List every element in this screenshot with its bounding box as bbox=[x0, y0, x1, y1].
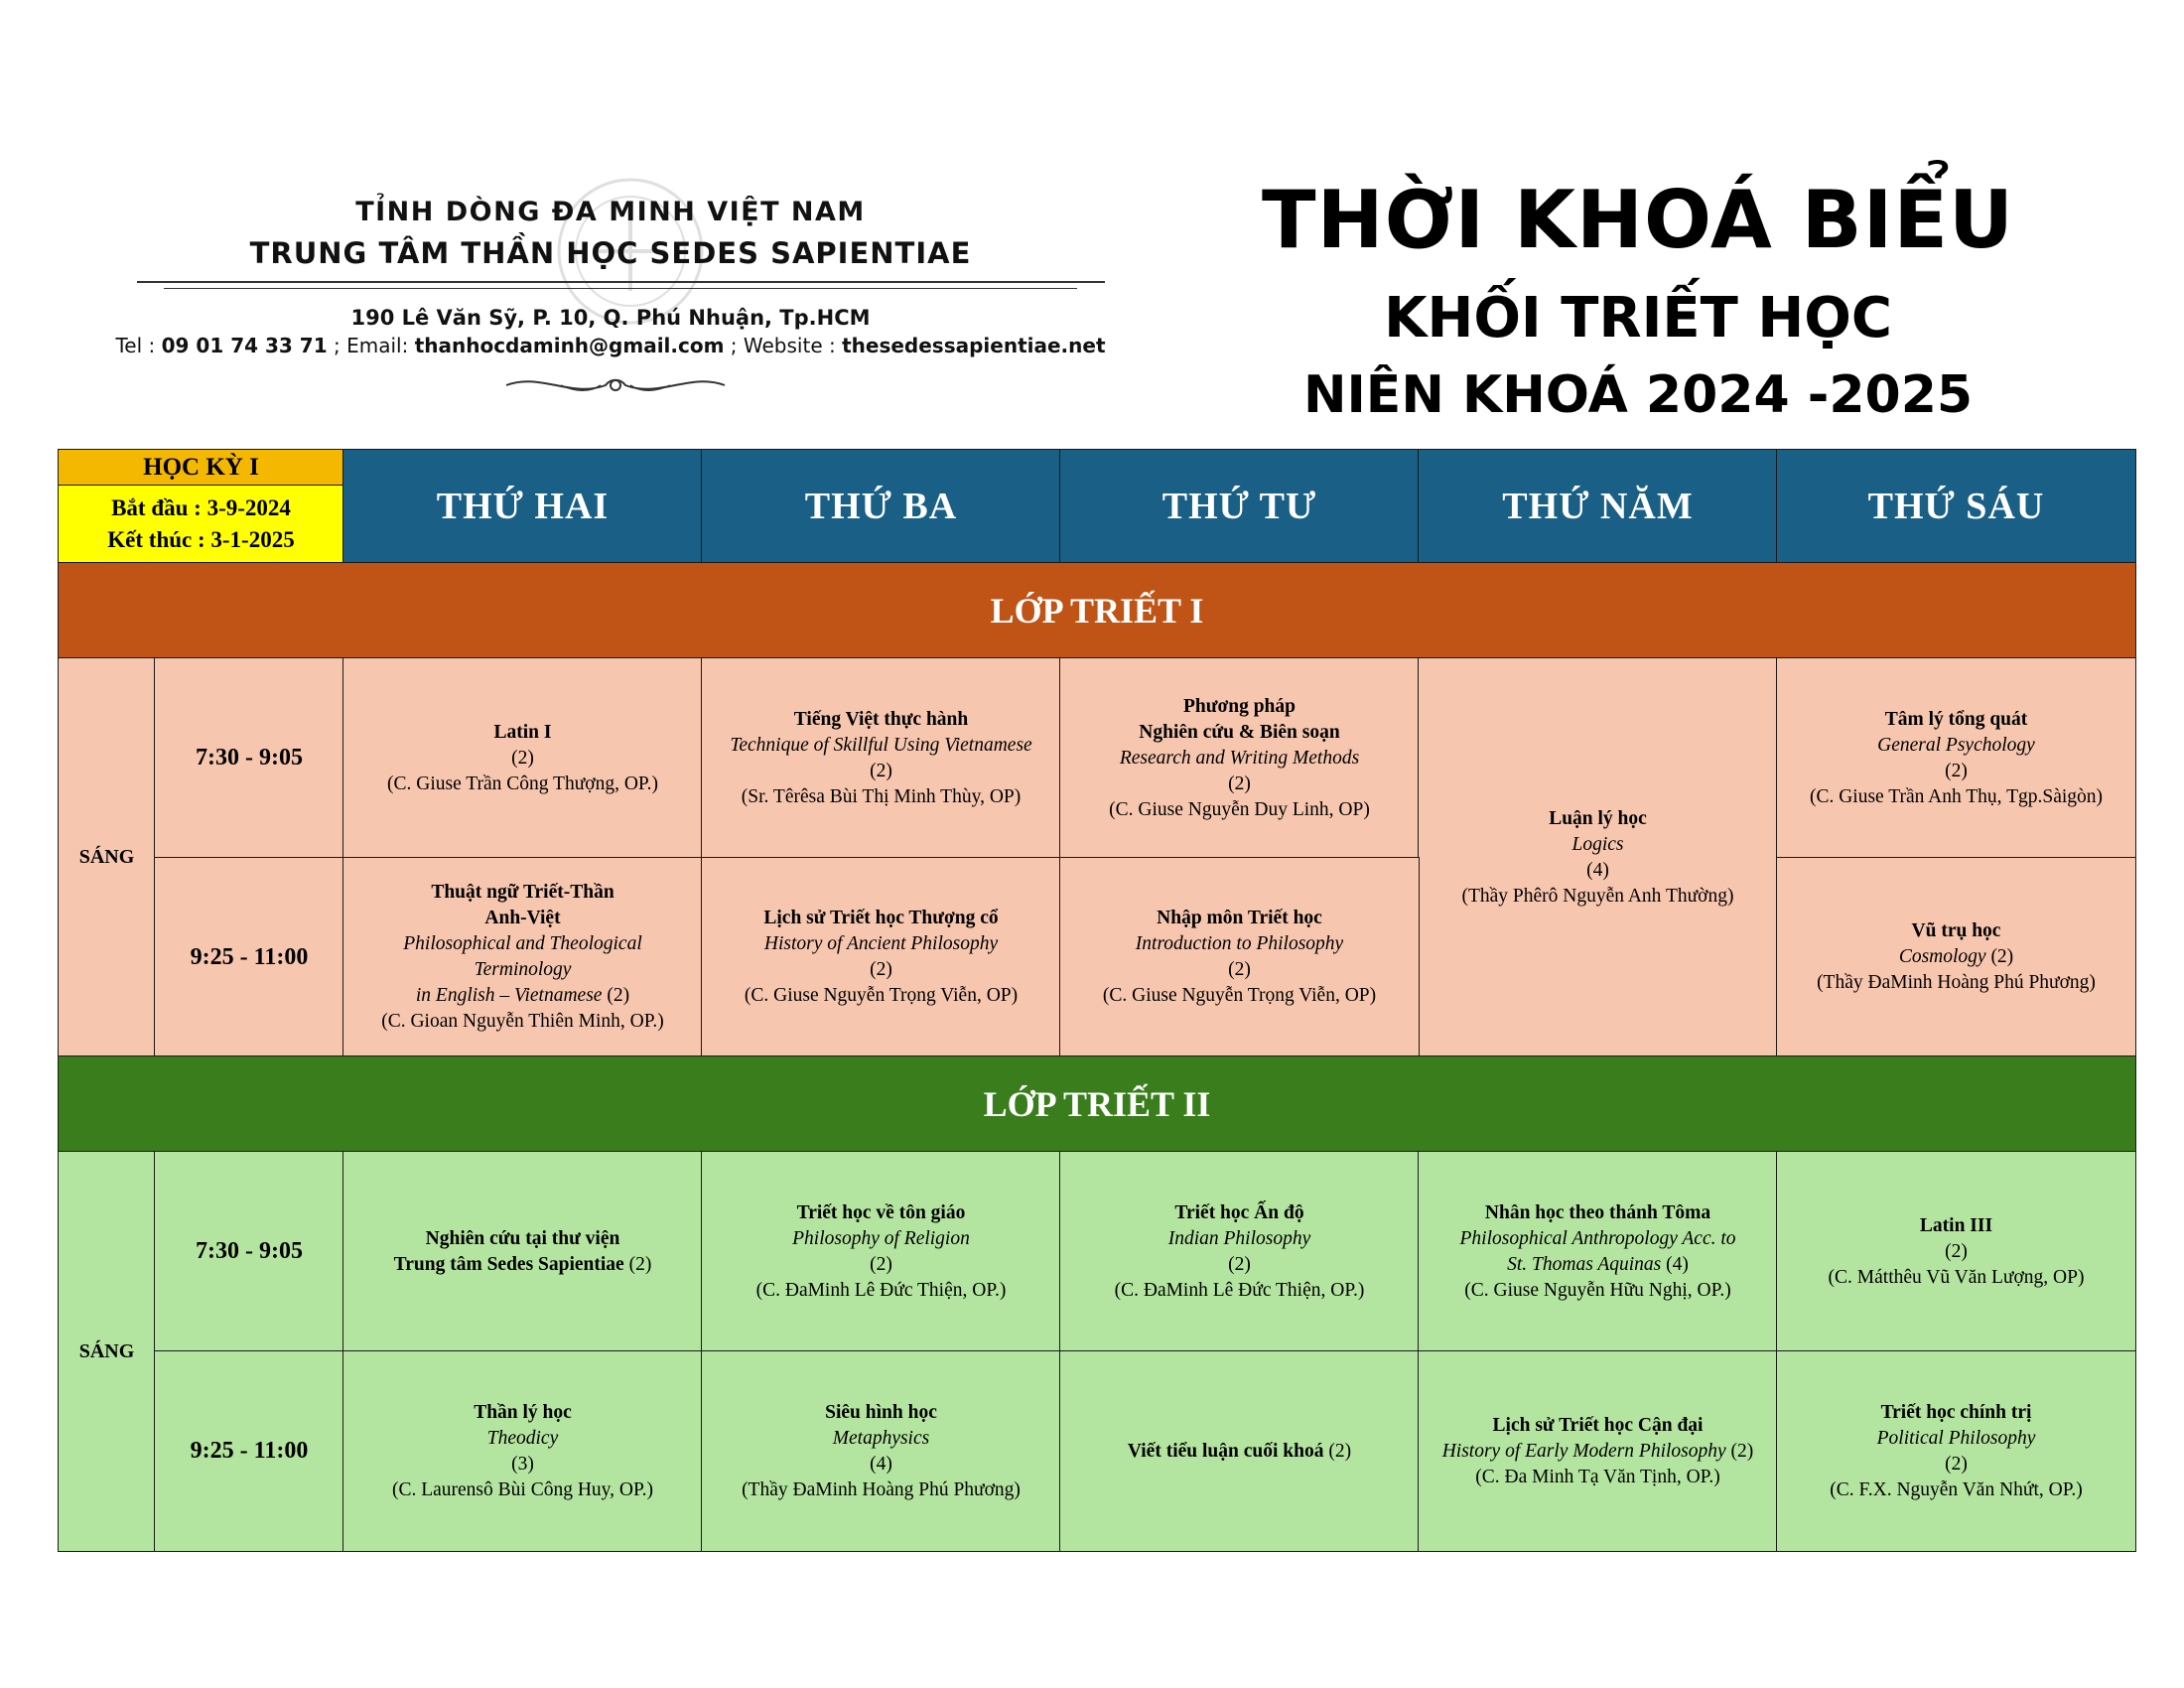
day-header-friday bbox=[1776, 449, 2136, 564]
course-cell bbox=[342, 657, 703, 859]
course-cell bbox=[1418, 657, 1778, 1057]
time-text: 9:25 - 11:00 bbox=[190, 1438, 309, 1464]
course-cell bbox=[1059, 1350, 1420, 1552]
course-name: Triết học về tôn giáo bbox=[796, 1201, 966, 1223]
course-name-en: Philosophical and Theological bbox=[403, 933, 642, 954]
course-name: Siêu hình học bbox=[825, 1401, 937, 1423]
course-name: Nghiên cứu tại thư viện bbox=[425, 1227, 620, 1249]
course-credits: (3) bbox=[511, 1453, 534, 1475]
course-credits: (2) bbox=[511, 747, 534, 769]
email-label: ; Email: bbox=[327, 334, 415, 357]
session-label bbox=[58, 657, 156, 1057]
day-header-tuesday bbox=[701, 449, 1061, 564]
course-cell bbox=[701, 1350, 1061, 1552]
website-label: ; Website : bbox=[724, 334, 843, 357]
class-banner-triet-2 bbox=[58, 1055, 2136, 1153]
course-teacher: (Thầy ĐaMinh Hoàng Phú Phương) bbox=[742, 1478, 1021, 1500]
course-name: Lịch sử Triết học Thượng cổ bbox=[763, 908, 999, 928]
address: 190 Lê Văn Sỹ, P. 10, Q. Phú Nhuận, Tp.HCM bbox=[350, 306, 871, 330]
website-url: thesedessapientiae.net bbox=[842, 334, 1106, 357]
tel-label: Tel : bbox=[115, 334, 162, 357]
course-name-en: Indian Philosophy bbox=[1167, 1227, 1311, 1249]
day-label: THỨ SÁU bbox=[1867, 486, 2045, 527]
course-teacher: (C. Giuse Trần Anh Thụ, Tgp.Sàigòn) bbox=[1809, 785, 2104, 807]
course-name-en: Philosophical Anthropology Acc. to bbox=[1459, 1227, 1736, 1249]
semester-dates bbox=[58, 485, 344, 564]
org-province: TỈNH DÒNG ĐA MINH VIỆT NAM bbox=[355, 197, 866, 227]
course-name: Nhập môn Triết học bbox=[1157, 908, 1322, 928]
course-credits: (2) bbox=[1323, 1440, 1352, 1462]
course-cell bbox=[1059, 857, 1420, 1057]
divider bbox=[164, 288, 1077, 289]
course-name: Tâm lý tổng quát bbox=[1884, 708, 2028, 730]
time-text: 7:30 - 9:05 bbox=[196, 745, 303, 771]
course-name: Viết tiểu luận cuối khoá bbox=[1127, 1440, 1324, 1462]
time-text: 9:25 - 11:00 bbox=[190, 943, 309, 970]
course-name-en: General Psychology bbox=[1877, 734, 2035, 756]
course-cell bbox=[342, 1350, 703, 1552]
course-name-line2: Trung tâm Sedes Sapientiae bbox=[393, 1253, 624, 1275]
course-name: Vũ trụ học bbox=[1911, 920, 2001, 941]
course-cell bbox=[701, 657, 1061, 859]
semester-end: Kết thúc : 3-1-2025 bbox=[107, 527, 295, 552]
course-credits: (2) bbox=[870, 1253, 892, 1275]
course-credits: (2) bbox=[1945, 760, 1968, 781]
course-credits: (2) bbox=[1228, 773, 1251, 794]
time-slot-2 bbox=[154, 1350, 344, 1552]
course-name: Nhân học theo thánh Tôma bbox=[1484, 1201, 1711, 1223]
course-name-en: Logics bbox=[1571, 833, 1624, 855]
time-text: 7:30 - 9:05 bbox=[196, 1238, 303, 1264]
day-label: THỨ BA bbox=[804, 486, 958, 527]
course-credits: (4) bbox=[870, 1453, 892, 1475]
course-name-en: Cosmology bbox=[1898, 946, 1986, 967]
course-name-en: History of Early Modern Philosophy bbox=[1441, 1440, 1726, 1462]
course-teacher: (C. F.X. Nguyễn Văn Nhứt, OP.) bbox=[1830, 1478, 2083, 1500]
course-name-en: Research and Writing Methods bbox=[1119, 747, 1360, 769]
day-label: THỨ TƯ bbox=[1161, 486, 1317, 527]
course-name-en-line2: St. Thomas Aquinas bbox=[1507, 1253, 1662, 1275]
course-name: Tiếng Việt thực hành bbox=[793, 708, 969, 730]
course-teacher: (C. Mátthêu Vũ Văn Lượng, OP) bbox=[1828, 1266, 2085, 1288]
course-cell bbox=[1418, 1350, 1778, 1552]
course-name: Phương pháp bbox=[1182, 695, 1296, 717]
course-name: Luận lý học bbox=[1549, 807, 1647, 829]
course-teacher: (C. Laurensô Bùi Công Huy, OP.) bbox=[391, 1478, 654, 1500]
course-teacher: (C. Giuse Nguyễn Trọng Viễn, OP) bbox=[1102, 985, 1377, 1006]
letterhead bbox=[109, 197, 1112, 405]
course-credits: (4) bbox=[1586, 859, 1609, 881]
course-name: Thần lý học bbox=[474, 1401, 572, 1423]
course-cell bbox=[1776, 857, 2136, 1057]
course-credits: (2) bbox=[1945, 1240, 1968, 1262]
course-name-line2: Anh-Việt bbox=[484, 908, 561, 928]
course-name: Triết học chính trị bbox=[1880, 1401, 2032, 1423]
course-cell bbox=[342, 1151, 703, 1352]
course-credits: (2) bbox=[870, 760, 892, 781]
course-name: Latin I bbox=[493, 721, 552, 743]
divider bbox=[137, 281, 1105, 283]
contact-line bbox=[109, 334, 1112, 357]
course-name-en: Political Philosophy bbox=[1876, 1427, 2036, 1449]
course-teacher: (Thầy ĐaMinh Hoàng Phú Phương) bbox=[1817, 972, 2096, 993]
course-credits: (2) bbox=[1985, 946, 2014, 967]
course-cell bbox=[701, 1151, 1061, 1352]
session-text: SÁNG bbox=[78, 846, 135, 868]
session-text: SÁNG bbox=[78, 1339, 135, 1362]
course-teacher: (C. Giuse Nguyễn Hữu Nghị, OP.) bbox=[1464, 1279, 1731, 1301]
course-credits: (2) bbox=[623, 1253, 652, 1275]
session-label bbox=[58, 1151, 156, 1552]
course-name-en: Metaphysics bbox=[832, 1427, 930, 1449]
email-address: thanhocdaminh@gmail.com bbox=[414, 334, 725, 357]
course-cell bbox=[1059, 657, 1420, 859]
course-name-line2: Nghiên cứu & Biên soạn bbox=[1139, 721, 1340, 743]
course-teacher: (C. Giuse Nguyễn Duy Linh, OP) bbox=[1109, 798, 1370, 820]
course-teacher: (C. Gioan Nguyễn Thiên Minh, OP.) bbox=[381, 1011, 664, 1032]
course-name: Thuật ngữ Triết-Thần bbox=[431, 882, 614, 903]
course-teacher: (Sr. Têrêsa Bùi Thị Minh Thùy, OP) bbox=[741, 785, 1022, 807]
course-credits: (2) bbox=[1725, 1440, 1754, 1462]
course-cell bbox=[1059, 1151, 1420, 1352]
course-name-en: History of Ancient Philosophy bbox=[763, 933, 999, 954]
course-teacher: (C. Đa Minh Tạ Văn Tịnh, OP.) bbox=[1475, 1466, 1720, 1487]
course-teacher: (Thầy Phêrô Nguyễn Anh Thường) bbox=[1461, 885, 1734, 907]
course-name-en: Introduction to Philosophy bbox=[1135, 933, 1344, 954]
course-credits: (2) bbox=[870, 959, 892, 980]
course-name: Lịch sử Triết học Cận đại bbox=[1492, 1414, 1704, 1436]
day-header-wednesday bbox=[1059, 449, 1420, 564]
course-name-en-line3: in English – Vietnamese bbox=[415, 985, 603, 1006]
tel-number: 09 01 74 33 71 bbox=[161, 334, 328, 357]
course-name-en: Philosophy of Religion bbox=[792, 1227, 970, 1249]
course-name-en-line2: Terminology bbox=[474, 959, 572, 980]
course-credits: (4) bbox=[1661, 1253, 1689, 1275]
course-cell bbox=[1418, 1151, 1778, 1352]
class-name: LỚP TRIẾT I bbox=[990, 591, 1204, 631]
semester-start: Bắt đầu : 3-9-2024 bbox=[111, 495, 291, 520]
page-subtitle: KHỐI TRIẾT HỌC bbox=[1384, 286, 1892, 351]
course-teacher: (C. ĐaMinh Lê Đức Thiện, OP.) bbox=[755, 1279, 1007, 1301]
course-cell bbox=[1776, 1151, 2136, 1352]
academic-year: NIÊN KHOÁ 2024 -2025 bbox=[1302, 365, 1974, 425]
time-slot-2 bbox=[154, 857, 344, 1057]
course-name: Triết học Ấn độ bbox=[1174, 1201, 1304, 1223]
course-credits: (2) bbox=[602, 985, 630, 1006]
course-name-en: Technique of Skillful Using Vietnamese bbox=[730, 734, 1032, 756]
course-cell bbox=[342, 857, 703, 1057]
course-name-en: Theodicy bbox=[486, 1427, 559, 1449]
course-cell bbox=[1776, 657, 2136, 859]
day-label: THỨ HAI bbox=[436, 486, 610, 527]
course-credits: (2) bbox=[1945, 1453, 1968, 1475]
org-center: TRUNG TÂM THẦN HỌC SEDES SAPIENTIAE bbox=[249, 236, 972, 270]
semester-label bbox=[58, 449, 344, 487]
course-credits: (2) bbox=[1228, 959, 1251, 980]
time-slot-1 bbox=[154, 1151, 344, 1352]
course-credits: (2) bbox=[1228, 1253, 1251, 1275]
class-name: LỚP TRIẾT II bbox=[983, 1084, 1211, 1124]
course-teacher: (C. Giuse Nguyễn Trọng Viễn, OP) bbox=[744, 985, 1019, 1006]
day-label: THỨ NĂM bbox=[1502, 486, 1694, 527]
flourish-ornament-icon bbox=[501, 370, 730, 400]
day-header-thursday bbox=[1418, 449, 1778, 564]
course-teacher: (C. ĐaMinh Lê Đức Thiện, OP.) bbox=[1114, 1279, 1365, 1301]
course-name: Latin III bbox=[1919, 1214, 1993, 1236]
course-cell bbox=[701, 857, 1061, 1057]
semester-label-text: HỌC KỲ I bbox=[143, 454, 259, 481]
class-banner-triet-1 bbox=[58, 562, 2136, 659]
course-teacher: (C. Giuse Trần Công Thượng, OP.) bbox=[387, 773, 658, 794]
page-title: THỜI KHOÁ BIỂU bbox=[1262, 174, 2014, 266]
day-header-monday bbox=[342, 449, 703, 564]
course-cell bbox=[1776, 1350, 2136, 1552]
time-slot-1 bbox=[154, 657, 344, 859]
